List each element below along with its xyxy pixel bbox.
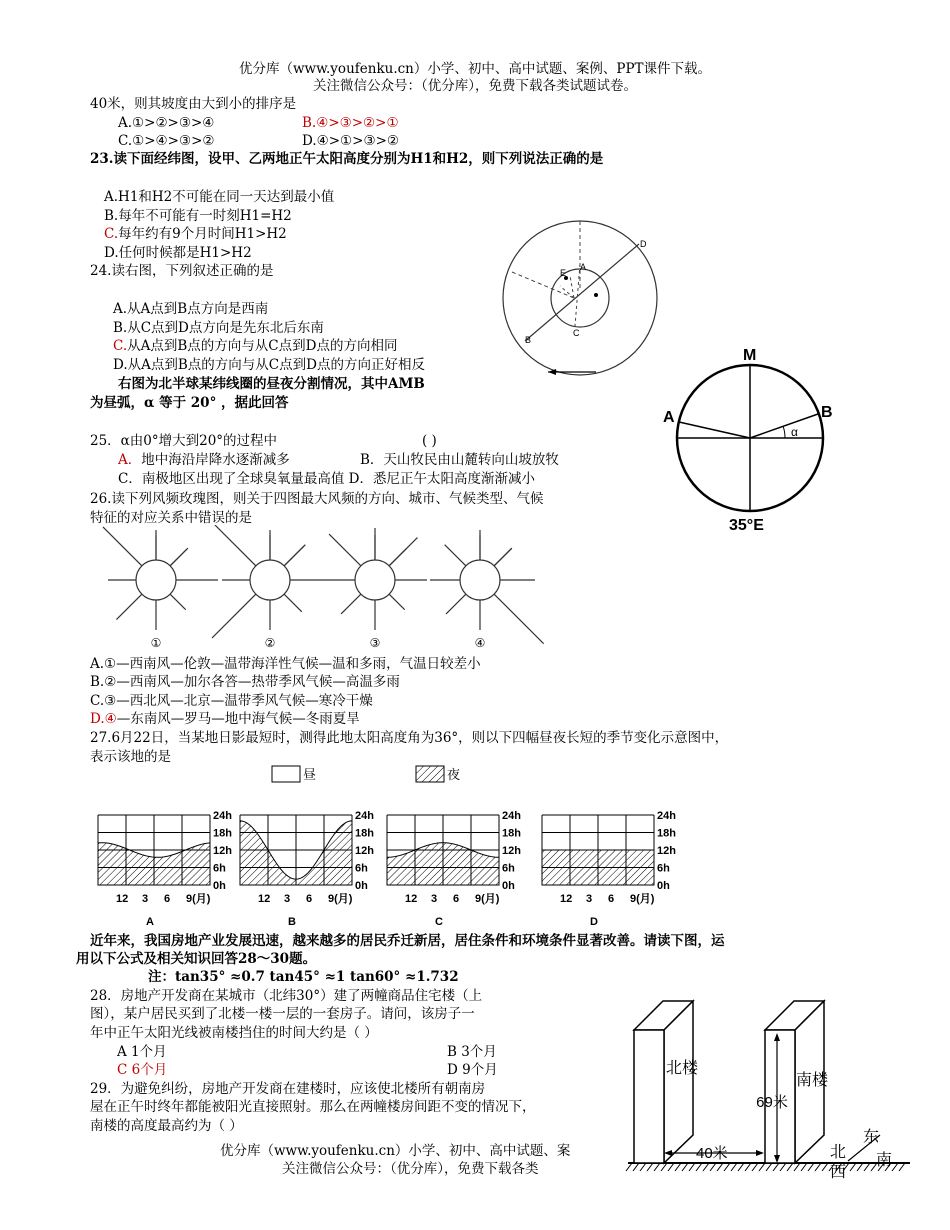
north-building-label: 北楼: [666, 1060, 699, 1077]
q24-option-d: D.从A点到B点的方向与从C点到D点的方向正好相反: [113, 357, 425, 373]
month-label: 12: [116, 893, 129, 905]
figure25-label-m: M: [743, 347, 757, 364]
q23-stem: 23.读下面经纬图，设甲、乙两地正午太阳高度分别为H1和H2，则下列说法正确的是: [90, 151, 604, 167]
q29-line-2: 屋在正午时终年都能被阳光直接照射。那么在两幢楼房间距不变的情况下，: [90, 1099, 536, 1115]
month-label: 6: [608, 893, 615, 905]
figure24-label-d: D: [640, 239, 647, 249]
intro28-line-1: 近年来，我国房地产业发展迅速，越来越多的居民乔迁新居，居住条件和环境条件显著改善。请读下图，运: [90, 933, 725, 949]
hour-label: 0h: [502, 880, 515, 892]
q23-option-c: [104, 225, 287, 243]
figure24-label-e: E: [560, 268, 567, 278]
month-label: 12: [405, 893, 418, 905]
q25-option-c: C．南极地区出现了全球臭氧量最高值 D．悉尼正午太阳高度渐渐减小: [118, 471, 535, 487]
day-night-chart-D: [542, 810, 676, 928]
hour-label: 24h: [657, 810, 676, 822]
compass-south: 南: [876, 1152, 893, 1169]
footer-line-2: 关注微信公众号：（优分库），免费下载各类: [282, 1161, 539, 1177]
polar-view-figure: [500, 218, 670, 383]
q28-option-b: B 3个月: [447, 1044, 497, 1060]
q22-option-a: A.①>②>③>④: [118, 115, 215, 131]
q24-option-c: [113, 337, 397, 355]
south-building-label: 南楼: [796, 1072, 829, 1089]
figure25-label-alpha: α: [791, 425, 798, 439]
q23-option-c-letter: C.: [104, 226, 119, 242]
q22-option-b: B.④>③>②>①: [302, 115, 399, 131]
figure24-label-b: B: [525, 335, 532, 345]
hour-label: 18h: [657, 827, 676, 840]
q26-option-c: C.③—西北风—北京—温带季风气候—寒冷干燥: [90, 693, 373, 709]
q28-option-c: C 6个月: [117, 1062, 168, 1078]
legend-day-label: 昼: [303, 767, 317, 782]
q26-option-b: B.②—西南风—加尔各答—热带季风气候—高温多雨: [90, 674, 400, 690]
chart-letter: C: [435, 916, 443, 928]
q28-option-d: D 9个月: [447, 1062, 498, 1078]
hour-label: 24h: [502, 810, 521, 822]
wind-rose-2: [212, 525, 325, 638]
hour-label: 18h: [502, 827, 521, 840]
figure24-label-a: A: [580, 262, 587, 272]
compass-west: 西: [830, 1164, 847, 1180]
q23-option-c-text: 每年约有9个月时间H1>H2: [118, 226, 287, 242]
hour-label: 6h: [355, 862, 368, 875]
q29-line-1: 29．为避免纠纷，房地产开发商在建楼时，应该使北楼所有朝南房: [90, 1081, 486, 1097]
chart-letter: A: [146, 916, 154, 928]
q25-option-a-text: 地中海沿岸降水逐渐减多: [141, 452, 290, 468]
chart-letter: B: [288, 916, 296, 928]
header-line-2: 关注微信公众号：（优分库），免费下载各类试题试卷。: [313, 78, 637, 94]
wind-rose-3: [325, 528, 427, 630]
q25-paren: ( ): [422, 433, 437, 449]
month-label: 6: [453, 893, 460, 905]
q22-stem: 40米，则其坡度由大到小的排序是: [90, 96, 297, 112]
q25-option-a: [118, 451, 290, 469]
q24-option-a: A.从A点到B点方向是西南: [113, 301, 269, 317]
month-label: 6: [306, 893, 313, 905]
q25-stem: 25．α由0°增大到20°的过程中: [90, 433, 278, 449]
height-label: 69米: [756, 1094, 788, 1111]
q24-stem: 24.读右图，下列叙述正确的是: [90, 263, 274, 279]
header-line-1: 优分库（www.youfenku.cn）小学、初中、高中试题、案例、PPT课件下载。: [238, 61, 712, 77]
month-label: 3: [431, 893, 438, 905]
intro25-line-2: 为昼弧，α 等于 20° ，据此回答: [90, 395, 289, 411]
hour-label: 24h: [213, 810, 232, 822]
month-label: 9(月): [475, 893, 500, 905]
hour-label: 12h: [213, 845, 232, 857]
q26-option-d-letter: D.④: [90, 711, 117, 727]
hour-label: 18h: [355, 827, 374, 840]
rose-label-2: ②: [264, 636, 276, 650]
q24-option-b: B.从C点到D点方向是先东北后东南: [113, 320, 324, 336]
figure25-label-a: A: [663, 409, 675, 426]
hour-label: 6h: [213, 862, 226, 875]
hour-label: 12h: [502, 845, 521, 857]
q22-option-c: C.①>④>③>②: [118, 133, 215, 149]
q27-stem-1: 27.6月22日，当某地日影最短时，测得此地太阳高度角为36°，则以下四幅昼夜长短的季节变化示意图中，: [90, 730, 729, 746]
figure25-label-b: B: [821, 404, 833, 421]
q28-line-2: 图），某户居民买到了北楼一楼一层的一套房子。请问，该房子一: [90, 1006, 475, 1022]
hour-label: 18h: [213, 827, 232, 840]
day-night-chart-A: [98, 810, 232, 928]
q28-option-a: A 1个月: [117, 1044, 167, 1060]
intro25-line-1: 右图为北半球某纬线圈的昼夜分割情况，其中AMB: [118, 376, 425, 392]
intro28-note: 注：tan35° ≈0.7 tan45° ≈1 tan60° ≈1.732: [148, 969, 459, 985]
figure24-label-c: C: [573, 328, 580, 338]
compass-north: 北: [830, 1144, 847, 1161]
compass-east: 东: [863, 1129, 880, 1146]
rose-label-3: ③: [369, 636, 381, 650]
distance-label: 40米: [696, 1145, 728, 1162]
q23-option-d: D.任何时候都是H1>H2: [104, 245, 252, 261]
legend-day-swatch: [272, 766, 300, 782]
latitude-circle-figure: [655, 340, 850, 540]
q28-line-3: 年中正午太阳光线被南楼挡住的时间大约是（ ）: [90, 1025, 378, 1041]
month-label: 3: [586, 893, 593, 905]
wind-rose-4: [430, 530, 544, 644]
month-label: 12: [258, 893, 271, 905]
q28-line-1: 28．房地产开发商在某城市（北纬30°）建了两幢商品住宅楼（上: [90, 988, 483, 1004]
hour-label: 12h: [355, 845, 374, 857]
month-label: 6: [164, 893, 171, 905]
q24-option-c-letter: C.: [113, 338, 128, 354]
q27-stem-2: 表示该地的是: [90, 749, 171, 765]
hour-label: 12h: [657, 845, 676, 857]
legend-night-label: 夜: [447, 767, 461, 782]
month-label: 3: [284, 893, 291, 905]
q26-stem-1: 26.读下列风频玫瑰图，则关于四图最大风频的方向、城市、气候类型、气候: [90, 491, 544, 507]
footer-line-1: 优分库（www.youfenku.cn）小学、初中、高中试题、案: [220, 1143, 571, 1159]
rose-label-1: ①: [150, 636, 162, 650]
q25-option-a-letter: A．: [118, 452, 142, 468]
q26-option-a: A.①—西南风—伦敦—温带海洋性气候—温和多雨，气温日较差小: [90, 656, 481, 672]
legend-night-swatch: [416, 766, 444, 782]
wind-rose-1: [103, 527, 218, 630]
wind-rose-figure: [95, 525, 545, 655]
q26-option-d: [90, 710, 360, 728]
q26-stem-2: 特征的对应关系中错误的是: [90, 510, 252, 526]
day-night-chart-C: [387, 810, 521, 928]
buildings-figure: [620, 985, 910, 1180]
q23-option-b: B.每年不可能有一时刻H1=H2: [104, 208, 292, 224]
month-label: 9(月): [630, 893, 655, 905]
month-label: 9(月): [186, 893, 211, 905]
hour-label: 6h: [502, 862, 515, 875]
chart-letter: D: [590, 916, 598, 928]
q26-option-d-text: —东南风—罗马—地中海气候—冬雨夏旱: [116, 711, 360, 727]
q29-line-3: 南楼的高度最高约为（ ）: [90, 1118, 243, 1134]
month-label: 3: [142, 893, 149, 905]
rose-label-4: ④: [474, 636, 486, 650]
hour-label: 0h: [213, 880, 226, 892]
month-label: 12: [560, 893, 573, 905]
day-night-chart-B: [240, 810, 374, 928]
q24-option-c-text: 从A点到B点的方向与从C点到D点的方向相同: [127, 338, 398, 354]
month-label: 9(月): [328, 893, 353, 905]
figure25-label-bottom: 35°E: [729, 517, 764, 534]
intro28-line-2: 用以下公式及相关知识回答28～30题。: [76, 951, 317, 967]
q25-option-b: B．天山牧民由山麓转向山坡放牧: [360, 452, 559, 468]
q23-option-a: A.H1和H2不可能在同一天达到最小值: [104, 189, 335, 205]
hour-label: 24h: [355, 810, 374, 822]
hour-label: 6h: [657, 862, 670, 875]
hour-label: 0h: [657, 880, 670, 892]
q22-option-d: D.④>①>③>②: [302, 133, 399, 149]
day-night-charts-figure: [90, 760, 710, 935]
hour-label: 0h: [355, 880, 368, 892]
